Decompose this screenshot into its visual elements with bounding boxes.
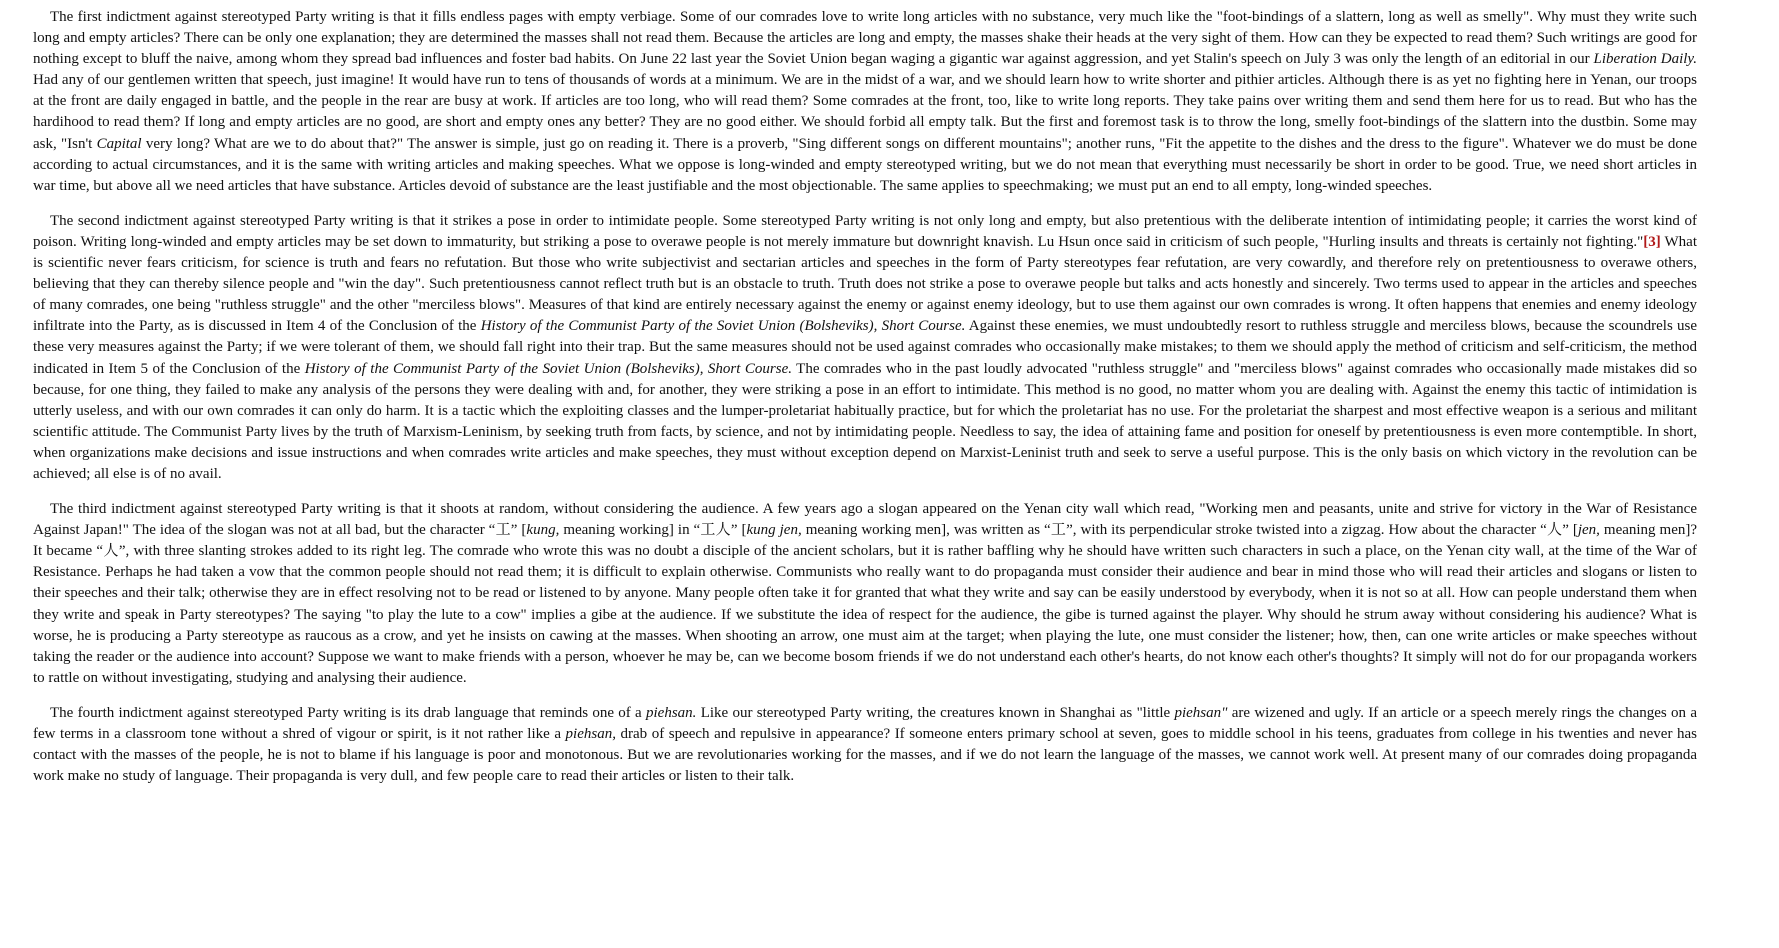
italic-title: Liberation Daily. bbox=[1593, 51, 1697, 68]
paragraph-text: The third indictment against stereotyped Party writing is that it shoots at random, without considering the audience. A few years ago a slogan appeared on the Yenan city wall which read, "Working men and peasants, unite and strive for victory in the War of Resistance Against Japan!" The idea of the slogan was not at all bad, but the character “工” [ bbox=[33, 501, 1697, 539]
paragraph-text: What is scientific never fears criticism, for science is truth and fears no refutation. But those who write subjectivist and sectarian articles and speeches in the form of Party stereotypes fear refutation, are very cowardly, and therefore rely on pretentiousness to overawe others, believing that they can thereby silence people and "win the day". Such pretentiousness cannot reflect truth but is an obstacle to truth. Truth does not strike a pose to overawe people but talks and acts honestly and sincerely. Two terms used to appear in the articles and speeches of many comrades, one being "ruthless struggle" and the other "merciless blows". Measures of that kind are entirely necessary against the enemy or against enemy ideology, but to use them against our own comrades is wrong. It often happens that enemies and enemy ideology infiltrate into the Party, as is discussed in Item 4 of the Conclusion of the bbox=[33, 233, 1697, 335]
paragraph-text: Against these enemies, we must undoubtedly resort to ruthless struggle and merciless blows, because the scoundrels use these very measures against the Party; if we were tolerant of them, we should fall right into their trap. But the same measures should not be used against comrades who occasionally make mistakes; to them we should apply the method of criticism and self-criticism, the method indicated in Item 5 of the Conclusion of the bbox=[33, 318, 1698, 377]
paragraph-text: The fourth indictment against stereotyped Party writing is its drab language that reminds one of a bbox=[50, 704, 647, 721]
paragraph-text: meaning men]? It became “人”, with three slanting strokes added to its right leg. The comrade who wrote this was no doubt a disciple of the ancient scholars, but it is rather baffling why he should have written such characters in such a place, on the Yenan city wall, at the time of the War of Resistance. Perhaps he had taken a vow that the common people should not read them; it is difficult to explain otherwise. Communists who really want to do propaganda must consider their audience and bear in mind those who will read their articles and slogans or listen to their speeches and their talk; otherwise they are in effect resolving not to be read or listened to by anyone. Many people often take it for granted that what they write and say can be easily understood by everybody, when it is not so at all. How can people understand them when they write and speak in Party stereotypes? The saying "to play the lute to a cow" implies a gibe at the audience. If we substitute the idea of respect for the audience, the gibe is turned against the player. Why should he strum away without considering his audience? What is worse, he is producing a Party stereotype as raucous as a crow, and yet he insists on cawing at the masses. When shooting an arrow, one must aim at the target; when playing the lute, one must consider the listener; how, then, can one write articles or make speeches without taking the reader or the audience into account? Suppose we want to make friends with a person, whoever he may be, can we become bosom friends if we do not understand each other's hearts, do not know each other's thoughts? It simply will not do for our propaganda workers to rattle on without investigating, studying and analysing their audience. bbox=[33, 522, 1698, 686]
footnote-link[interactable]: [3] bbox=[1643, 233, 1661, 250]
document-body bbox=[33, 7, 1697, 787]
paragraph-text: are wizened and ugly. If an article or a speech merely rings the changes on a few terms in a classroom tone without a shred of vigour or spirit, is it not rather like a bbox=[33, 704, 1698, 742]
paragraph bbox=[33, 703, 1697, 787]
paragraph-text: meaning working] in “工人” [ bbox=[559, 522, 747, 539]
paragraph bbox=[33, 499, 1697, 689]
paragraph-text: The comrades who in the past loudly advocated "ruthless struggle" and "merciless blows" against comrades who occasionally made mistakes did so because, for one thing, they failed to make any analysis of the persons they were dealing with and, for another, they were striking a pose in an effort to intimidate. This method is no good, no matter whom you are dealing with. Against the enemy this tactic of intimidation is utterly useless, and with our own comrades it can only do harm. It is a tactic which the exploiting classes and the lumper-proletariat habitually practice, but for which the proletariat has no use. For the proletariat the sharpest and most effective weapon is a serious and militant scientific attitude. The Communist Party lives by the truth of Marxism-Leninism, by seeking truth from facts, by science, and not by intimidating people. Needless to say, the idea of attaining fame and position for oneself by pretentiousness is even more contemptible. In short, when organizations make decisions and issue instructions and when comrades write articles and make speeches, they must without exception depend on Marxist-Leninist truth and seek to serve a useful purpose. This is the only basis on which victory in the revolution can be achieved; all else is of no avail. bbox=[33, 360, 1698, 482]
paragraph-text: The first indictment against stereotyped Party writing is that it fills endless pages with empty verbiage. Some of our comrades love to write long articles with no substance, very much like the "foot-bindings of a slattern, long as well as smelly". Why must they write such long and empty articles? There can be only one explanation; they are determined the masses shall not read them. Because the articles are long and empty, the masses shake their heads at the very sight of them. How can they be expected to read them? Such writings are good for nothing except to bluff the naive, among whom they spread bad influences and foster bad habits. On June 22 last year the Soviet Union began waging a gigantic war against aggression, and yet Stalin's speech on July 3 was only the length of an editorial in our bbox=[33, 9, 1697, 68]
italic-title: kung, bbox=[526, 522, 560, 539]
paragraph-text: Like our stereotyped Party writing, the creatures known in Shanghai as "little bbox=[696, 704, 1175, 721]
italic-title: piehsan" bbox=[1174, 704, 1228, 721]
paragraph-text: very long? What are we to do about that?" The answer is simple, just go on reading it. There is a proverb, "Sing different songs on different mountains"; another runs, "Fit the appetite to the dishes and the dress to the figure". Whatever we do must be done according to actual circumstances, and it is the same with writing articles and making speeches. What we oppose is long-winded and empty stereotyped writing, but we do not mean that everything must necessarily be short in order to be good. True, we need short articles in war time, but above all we need articles that have substance. Articles devoid of substance are the least justifiable and the most objectionable. The same applies to speechmaking; we must put an end to all empty, long-winded speeches. bbox=[33, 135, 1697, 194]
italic-title: kung jen, bbox=[746, 522, 802, 539]
italic-title: piehsan. bbox=[646, 704, 697, 721]
paragraph-text: meaning working men], was written as “工”, with its perpendicular stroke twisted into a zigzag. How about the character “人” [ bbox=[801, 522, 1578, 539]
paragraph bbox=[33, 7, 1697, 197]
italic-title: Capital bbox=[96, 135, 142, 152]
paragraph-text: drab of speech and repulsive in appearance? If someone enters primary school at seven, goes to middle school in his teens, graduates from college in his twenties and never has contact with the masses of the people, he is not to blame if his language is poor and monotonous. But we are revolutionaries working for the masses, and if we do not learn the language of the masses, we cannot work well. At present many of our comrades doing propaganda work make no study of language. Their propaganda is very dull, and few people care to read their articles or listen to their talk. bbox=[33, 726, 1698, 785]
paragraph-text: Had any of our gentlemen written that speech, just imagine! It would have run to tens of thousands of words at a minimum. We are in the midst of a war, and we should learn how to write shorter and pithier articles. Although there is as yet no fighting here in Yenan, our troops at the front are daily engaged in battle, and the people in the rear are busy at work. If articles are too long, who will read them? Some comrades at the front, too, like to write long reports. They take pains over writing them and send them here for us to read. But who has the hardihood to read them? If long and empty articles are no good, are short and empty ones any better? They are no good either. We should forbid all empty talk. But the first and foremost task is to throw the long, smelly foot-bindings of the slattern into the dustbin. Some may ask, "Isn't bbox=[33, 72, 1697, 152]
italic-title: History of the Communist Party of the Soviet Union (Bolsheviks), Short Course. bbox=[480, 318, 966, 335]
paragraph-text: The second indictment against stereotyped Party writing is that it strikes a pose in order to intimidate people. Some stereotyped Party writing is not only long and empty, but also pretentious with the deliberate intention of intimidating people; it carries the worst kind of poison. Writing long-winded and empty articles may be set down to immaturity, but striking a pose to overawe people is not merely immature but downright knavish. Lu Hsun once said in criticism of such people, "Hurling insults and threats is certainly not fighting." bbox=[33, 212, 1697, 250]
italic-title: jen, bbox=[1577, 522, 1600, 539]
paragraph bbox=[33, 211, 1697, 485]
italic-title: piehsan, bbox=[565, 726, 616, 742]
italic-title: History of the Communist Party of the Soviet Union (Bolsheviks), Short Course. bbox=[304, 360, 792, 377]
